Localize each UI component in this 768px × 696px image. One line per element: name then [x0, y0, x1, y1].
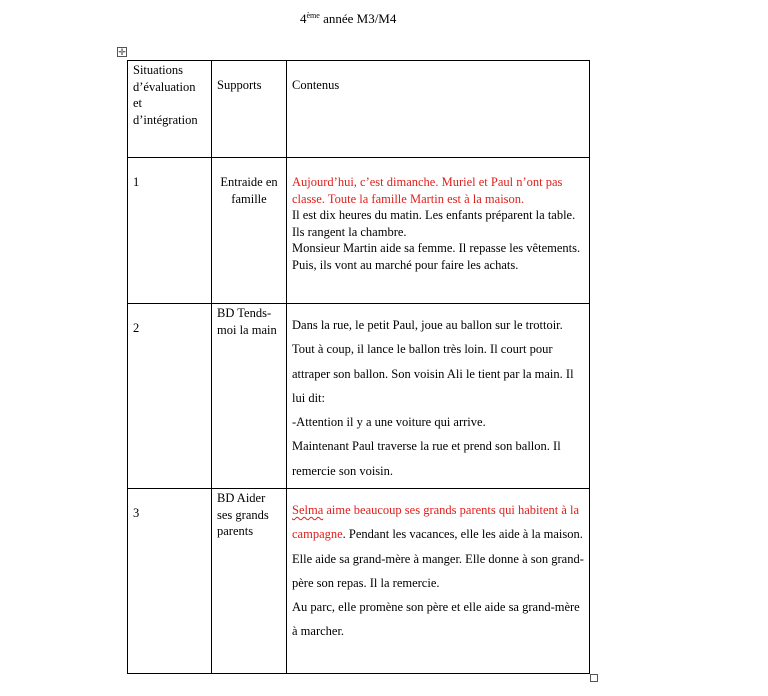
content-paragraph: Maintenant Paul traverse la rue et prend son ballon. Il remercie son voisin. — [292, 439, 561, 478]
table-row — [128, 489, 590, 674]
header-contenus: Contenus — [287, 61, 590, 158]
row-number-cell — [128, 304, 212, 489]
document-title — [300, 11, 460, 27]
row-number-cell — [128, 489, 212, 674]
table-row — [128, 158, 590, 304]
content-paragraph: Il est dix heures du matin. Les enfants préparent la table. Ils rangent la chambre. — [292, 208, 576, 239]
row-number: 1 — [133, 175, 140, 189]
content-paragraph: Dans la rue, le petit Paul, joue au ballon sur le trottoir. Tout à coup, il lance le ballon très loin. Il court pour attraper son ballon. Son voisin Ali le tient par la main. Il lui dit: — [292, 318, 574, 405]
row-number-cell — [128, 158, 212, 304]
support-label: Entraide en famille — [220, 175, 278, 206]
header-situations: Situations d’évaluation et d’intégration — [128, 61, 212, 158]
content-red-text: Aujourd’hui, c’est dimanche. Muriel et Paul n’ont pas classe. Toute la famille Martin est à la maison. — [292, 175, 563, 206]
header-supports: Supports — [212, 61, 287, 158]
content-paragraph: Monsieur Martin aide sa femme. Il repasse les vêtements. Puis, ils vont au marché pour faire les achats. — [292, 241, 581, 272]
table-header-row — [128, 61, 590, 158]
content-red-word: Selma — [292, 503, 324, 517]
grade-number: 4 — [300, 11, 307, 26]
content-paragraph: Au parc, elle promène son père et elle aide sa grand-mère à marcher. — [292, 600, 580, 639]
support-label: BD Aider ses grands parents — [217, 491, 269, 538]
grade-superscript: ème — [306, 11, 320, 20]
support-cell — [212, 158, 287, 304]
content-cell — [287, 158, 590, 304]
table-resize-handle[interactable] — [590, 674, 598, 682]
table-move-handle-icon[interactable]: ✛ — [118, 47, 126, 57]
content-red-text: aime beaucoup ses grands parents qui habitent à la campagne — [292, 503, 580, 542]
evaluation-table — [127, 60, 590, 674]
row-number: 3 — [133, 506, 140, 520]
content-cell — [287, 489, 590, 674]
table-row — [128, 304, 590, 489]
content-paragraph: . Pendant les vacances, elle les aide à la maison. Elle aide sa grand-mère à manger. Elle donne à son grand-père son repas. Il la remercie. — [292, 527, 584, 590]
support-cell — [212, 304, 287, 489]
content-cell — [287, 304, 590, 489]
support-label: BD Tends-moi la main — [217, 306, 277, 337]
row-number: 2 — [133, 321, 140, 335]
support-cell — [212, 489, 287, 674]
content-paragraph: -Attention il y a une voiture qui arrive. — [292, 415, 486, 430]
grade-label: année M3/M4 — [319, 11, 397, 26]
